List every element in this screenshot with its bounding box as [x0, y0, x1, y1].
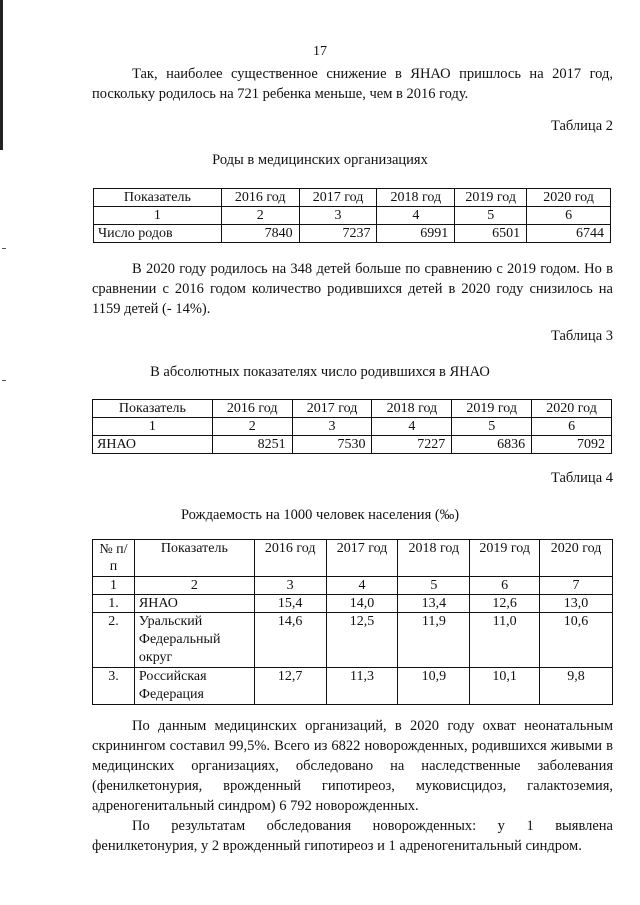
value-cell: 10,6 — [540, 613, 613, 668]
row-label: ЯНАО — [134, 595, 254, 613]
number-cell: 6 — [470, 577, 540, 595]
table4 — [92, 539, 613, 705]
value-cell: 14,6 — [254, 613, 326, 668]
value-cell: 10,9 — [398, 668, 470, 705]
header-cell: 2016 год — [221, 189, 299, 207]
page-number: 17 — [313, 44, 327, 59]
row-number: 2. — [93, 613, 135, 668]
value-cell: 13,0 — [540, 595, 613, 613]
value-cell: 11,0 — [470, 613, 540, 668]
table-row — [93, 668, 613, 705]
value-cell: 13,4 — [398, 595, 470, 613]
intro-paragraph: Так, наиболее существенное снижение в ЯНАО пришлось на 2017 год, поскольку родилось на 721 ребенка меньше, чем в 2016 году. — [92, 66, 613, 102]
row-label: Число родов — [94, 225, 222, 243]
row-number: 1. — [93, 595, 135, 613]
number-cell: 5 — [455, 207, 527, 225]
number-cell: 6 — [527, 207, 611, 225]
value-cell: 11,9 — [398, 613, 470, 668]
table3-caption: В абсолютных показателях число родившихся в ЯНАО — [150, 364, 490, 380]
number-cell: 4 — [326, 577, 398, 595]
header-cell: 2018 год — [372, 400, 452, 418]
header-cell: Показатель — [94, 189, 222, 207]
number-cell: 3 — [292, 418, 372, 436]
table-number-row — [93, 577, 613, 595]
header-cell: Показатель — [134, 540, 254, 577]
value-cell: 14,0 — [326, 595, 398, 613]
value-cell: 15,4 — [254, 595, 326, 613]
header-cell: 2016 год — [254, 540, 326, 577]
table3 — [92, 399, 612, 454]
row-label: ЯНАО — [93, 436, 213, 454]
number-cell: 5 — [398, 577, 470, 595]
value-cell: 7530 — [292, 436, 372, 454]
value-cell: 12,7 — [254, 668, 326, 705]
number-cell: 1 — [93, 577, 135, 595]
number-cell: 6 — [532, 418, 612, 436]
number-cell: 2 — [134, 577, 254, 595]
table-row — [93, 436, 612, 454]
row-label: Российская Федерация — [134, 668, 254, 705]
number-cell: 4 — [377, 207, 455, 225]
table-header-row — [94, 189, 611, 207]
header-cell: 2018 год — [377, 189, 455, 207]
table4-label: Таблица 4 — [550, 470, 613, 486]
table-header-row — [93, 540, 613, 577]
row-number: 3. — [93, 668, 135, 705]
table-row — [93, 595, 613, 613]
table2-caption: Роды в медицинских организациях — [212, 152, 428, 168]
header-cell: 2020 год — [532, 400, 612, 418]
value-cell: 6744 — [527, 225, 611, 243]
header-cell: 2017 год — [326, 540, 398, 577]
value-cell: 10,1 — [470, 668, 540, 705]
number-cell: 7 — [540, 577, 613, 595]
header-cell: 2019 год — [452, 400, 532, 418]
value-cell: 8251 — [212, 436, 292, 454]
value-cell: 12,5 — [326, 613, 398, 668]
header-cell: 2019 год — [455, 189, 527, 207]
table-row — [93, 613, 613, 668]
header-cell: 2018 год — [398, 540, 470, 577]
number-cell: 2 — [212, 418, 292, 436]
value-cell: 12,6 — [470, 595, 540, 613]
value-cell: 7237 — [299, 225, 377, 243]
number-cell: 5 — [452, 418, 532, 436]
value-cell: 11,3 — [326, 668, 398, 705]
header-cell: 2020 год — [540, 540, 613, 577]
page-edge-line — [0, 0, 3, 150]
header-cell: 2016 год — [212, 400, 292, 418]
value-cell: 6836 — [452, 436, 532, 454]
number-cell: 2 — [221, 207, 299, 225]
table4-caption: Рождаемость на 1000 человек населения (‰) — [180, 507, 460, 523]
table-row — [94, 225, 611, 243]
table-header-row — [93, 400, 612, 418]
header-cell: Показатель — [93, 400, 213, 418]
value-cell: 9,8 — [540, 668, 613, 705]
value-cell: 7227 — [372, 436, 452, 454]
value-cell: 6991 — [377, 225, 455, 243]
value-cell: 7840 — [221, 225, 299, 243]
margin-mark — [2, 248, 6, 249]
table-number-row — [94, 207, 611, 225]
paragraph-4: По данным медицинских организаций, в 2020 году охват неонатальным скринингом составил 99,5%. Всего из 6822 новорожденных, родившихся живыми в медицинских организациях, обследовано на наследственные заболевания (фенилкетонурия, врожденный гипотиреоз, муковисцидоз, галактоземия, адреногенитальный синдром) 6 792 новорожденных. — [92, 718, 613, 814]
table2 — [93, 188, 611, 243]
header-cell: 2017 год — [299, 189, 377, 207]
number-cell: 1 — [93, 418, 213, 436]
number-cell: 1 — [94, 207, 222, 225]
header-cell: 2019 год — [470, 540, 540, 577]
value-cell: 6501 — [455, 225, 527, 243]
table-number-row — [93, 418, 612, 436]
paragraph-2: В 2020 году родилось на 348 детей больше по сравнению с 2019 годом. Но в сравнении с 2016 годом количество родившихся детей в 2020 году снизилось на 1159 детей (- 14%). — [92, 261, 613, 317]
header-cell: 2020 год — [527, 189, 611, 207]
number-cell: 4 — [372, 418, 452, 436]
paragraph-5: По результатам обследования новорожденных: у 1 выявлена фенилкетонурия, у 2 врожденный гипотиреоз и 1 адреногенитальный синдром. — [92, 818, 613, 854]
number-cell: 3 — [299, 207, 377, 225]
number-cell: 3 — [254, 577, 326, 595]
table3-label: Таблица 3 — [550, 328, 613, 344]
header-cell: 2017 год — [292, 400, 372, 418]
value-cell: 7092 — [532, 436, 612, 454]
header-cell: № п/п — [93, 540, 135, 577]
row-label: Уральский Федеральный округ — [134, 613, 254, 668]
table2-label: Таблица 2 — [550, 118, 613, 134]
